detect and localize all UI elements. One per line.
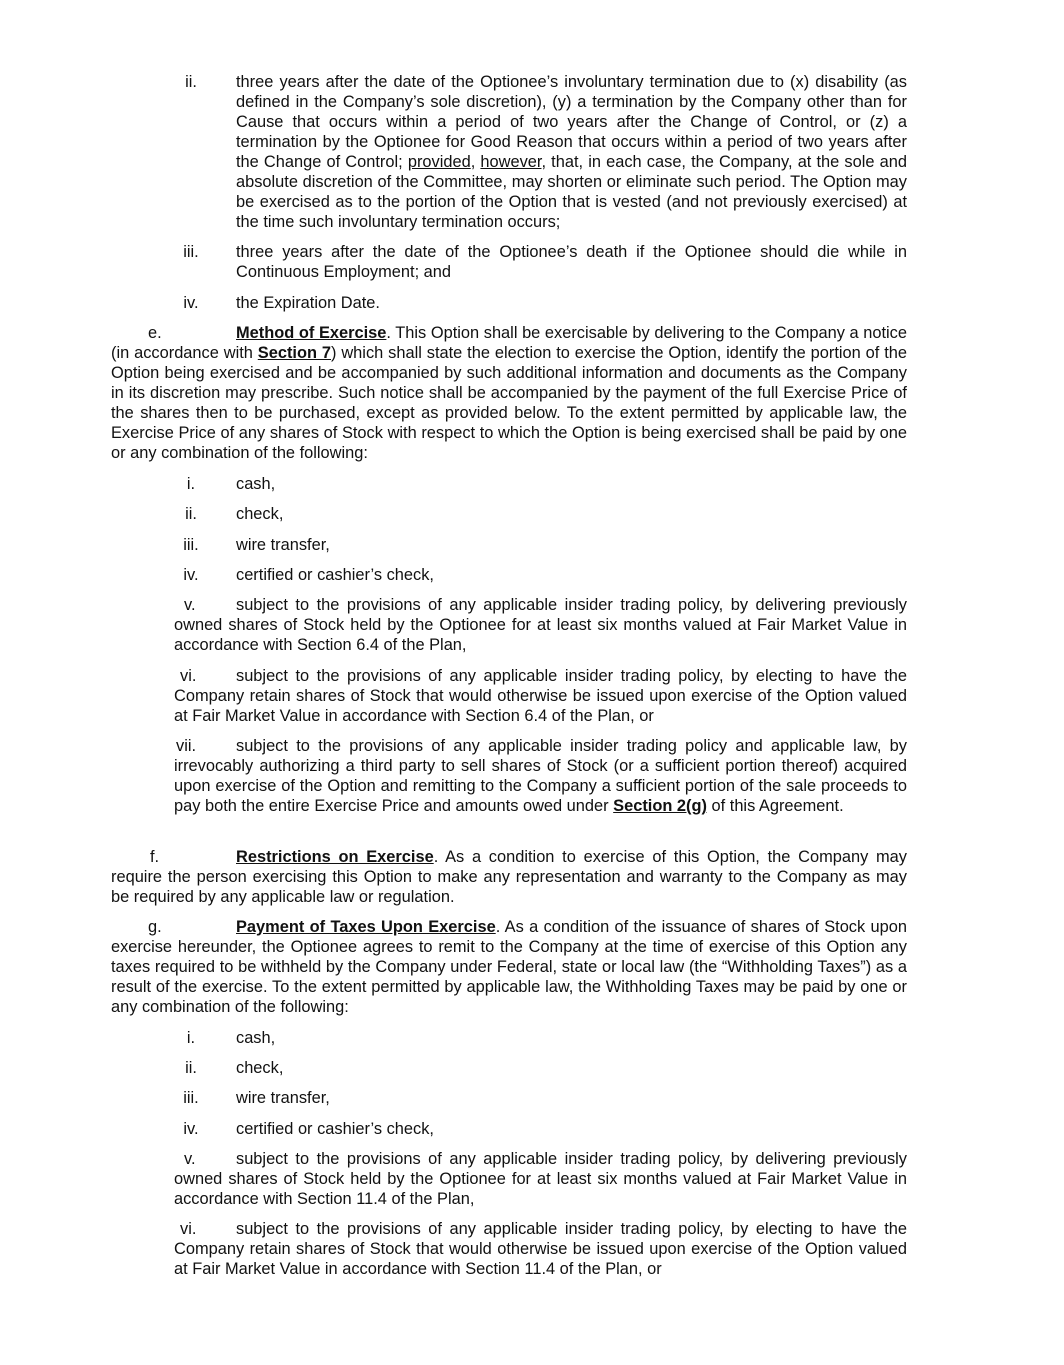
item-text: check, — [236, 1059, 284, 1077]
item-number: i. — [186, 1029, 196, 1047]
item-text: three years after the date of the Optionee’s involuntary termination due to (x) disability (as defined in the Company’s sole discretion), (y) a termination by the Company other than for Cause that occurs within a period of two years after the Change of Control, or (z) a termination by the Optionee for Good Reason that occurs within a period of two years after the Change of Control; provided, however, that, in each case, the Company, at the sole and absolute discretion of the Committee, may shorten or eliminate such period. The Option may be exercised as to the portion of the Option that is vested (and not previously exercised) at the time such involuntary termination occurs; — [236, 73, 907, 231]
section-g-label: g. — [148, 918, 162, 936]
item-number: ii. — [185, 73, 197, 91]
section-e-paragraph: e. Method of Exercise. This Option shall be exercisable by delivering to the Company a notice (in accordance with Section 7) which shall state the election to exercise the Option, identify the portion of the Option being exercised and be accompanied by such additional information and documents as the Company in its discretion may prescribe. Such notice shall be accompanied by the payment of the full Exercise Price of the shares then to be purchased, except as provided below. To the extent permitted by applicable law, the Exercise Price of any shares of Stock with respect to which the Option is being exercised shall be paid by one or any combination of the following: — [111, 324, 908, 462]
section-e-label: e. — [148, 324, 162, 342]
item-number: ii. — [185, 1059, 197, 1077]
item-number: ii. — [185, 505, 197, 523]
item-number: iv. — [183, 1120, 199, 1138]
list-item — [174, 1219, 907, 1279]
list-item: vii. subject to the provisions of any applicable insider trading policy and applicable law, by irrevocably authorizing a third party to sell shares of Stock (or a sufficient portion thereof) acquired upon exercise of the Option and remitting to the Company a sufficient portion of the sale proceeds to pay both the entire Exercise Price and amounts owed under Section 2(g) of this Agreement. — [174, 737, 907, 815]
item-text: check, — [236, 505, 284, 523]
list-item — [0, 535, 1064, 555]
item-text: subject to the provisions of any applicable insider trading policy, by delivering previously owned shares of Stock held by the Optionee for at least six months valued at Fair Market Value in accordance with Section 6.4 of the Plan, — [174, 596, 907, 654]
item-text: subject to the provisions of any applicable insider trading policy, by electing to have the Company retain shares of Stock that would otherwise be issued upon exercise of the Option valued at Fair Market Value in accordance with Section 11.4 of the Plan, or — [174, 1220, 907, 1278]
item-text: subject to the provisions of any applicable insider trading policy, by electing to have the Company retain shares of Stock that would otherwise be issued upon exercise of the Option valued at Fair Market Value in accordance with Section 6.4 of the Plan, or — [174, 667, 907, 725]
item-text: certified or cashier’s check, — [236, 566, 434, 584]
list-item — [0, 1058, 1064, 1078]
list-item — [174, 1149, 907, 1209]
section-g-heading: Payment of Taxes Upon Exercise — [236, 918, 496, 936]
item-number: i. — [186, 475, 196, 493]
list-item — [0, 293, 1064, 313]
item-text: three years after the date of the Optionee’s death if the Optionee should die while in Continuous Employment; and — [236, 243, 907, 281]
list-item — [0, 72, 1064, 232]
list-item — [174, 666, 907, 726]
provided-emphasis: provided — [407, 153, 471, 171]
section-f-label: f. — [150, 848, 160, 866]
item-text: the Expiration Date. — [236, 294, 380, 312]
item-text: wire transfer, — [236, 536, 330, 554]
list-item — [0, 242, 1064, 282]
section-f-heading: Restrictions on Exercise — [236, 848, 434, 866]
item-number: vi. — [180, 667, 197, 685]
item-number: iii. — [183, 536, 199, 554]
list-item — [0, 565, 1064, 585]
section-e-heading: Method of Exercise — [236, 324, 387, 342]
item-number: iv. — [183, 566, 199, 584]
section-g-paragraph: g. Payment of Taxes Upon Exercise. As a condition of the issuance of shares of Stock upon exercise hereunder, the Optionee agrees to remit to the Company at the time of exercise of this Option any taxes required to be withheld by the Company under Federal, state or local law (the “Withholding Taxes”) as a result of the exercise. To the extent permitted by applicable law, the Withholding Taxes may be paid by one or any combination of the following: — [111, 918, 907, 1016]
item-number: vi. — [180, 1220, 197, 1238]
list-item — [0, 504, 1064, 524]
section-2g-reference: Section 2(g) — [613, 797, 707, 815]
section-f-paragraph: f. Restrictions on Exercise. As a condition to exercise of this Option, the Company may require the person exercising this Option to make any representation and warranty to the Company as may be required by any applicable law or regulation. — [111, 848, 907, 906]
item-number: v. — [184, 1150, 196, 1168]
list-item — [0, 1119, 1064, 1139]
item-number: vii. — [176, 737, 197, 755]
item-text: subject to the provisions of any applicable insider trading policy, by delivering previously owned shares of Stock held by the Optionee for at least six months valued at Fair Market Value in accordance with Section 11.4 of the Plan, — [174, 1150, 907, 1208]
list-item — [0, 1088, 1064, 1108]
however-emphasis: however — [480, 153, 542, 171]
list-item — [0, 474, 1064, 494]
list-item — [174, 595, 907, 655]
item-text: cash, — [236, 475, 276, 493]
item-number: iii. — [183, 1089, 199, 1107]
item-number: v. — [184, 596, 196, 614]
section-7-reference: Section 7 — [257, 344, 331, 362]
item-number: iv. — [183, 294, 199, 312]
item-text: cash, — [236, 1029, 276, 1047]
item-text: certified or cashier’s check, — [236, 1120, 434, 1138]
item-number: iii. — [183, 243, 199, 261]
list-item — [0, 1028, 1064, 1048]
item-text: wire transfer, — [236, 1089, 330, 1107]
